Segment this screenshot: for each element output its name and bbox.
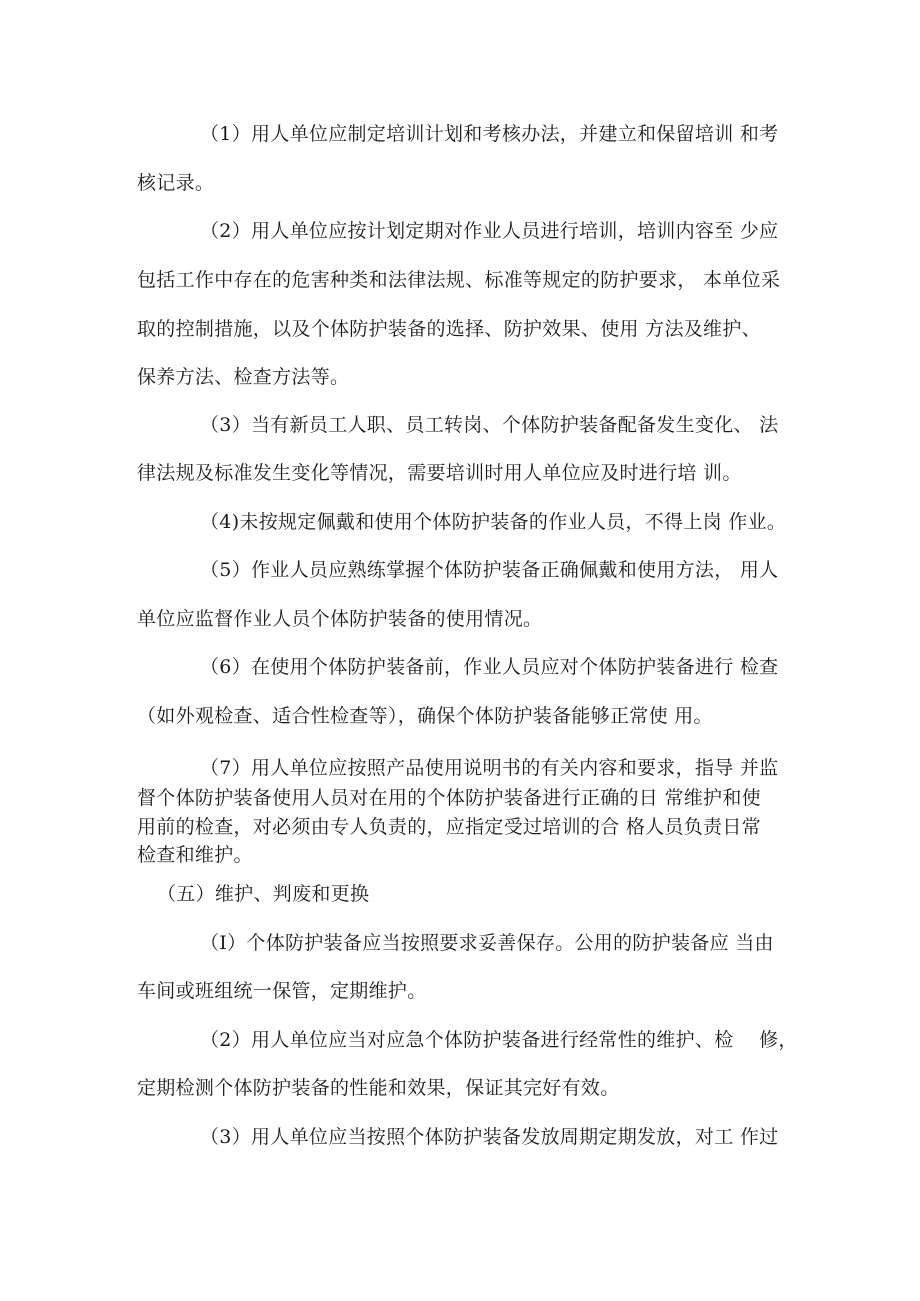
paragraph-7-line-3: 用前的检查，对必须由专人负责的，应指定受过培训的合 格人员负责日常 — [137, 816, 761, 838]
paragraph-2-line-4: 保养方法、检查方法等。 — [137, 366, 350, 388]
paragraph-2-line-2: 包括工作中存在的危害种类和法律法规、标准等规定的防护要求， 本单位采 — [137, 269, 781, 291]
paragraph-7-line-2: 督个体防护装备使用人员对在用的个体防护装备进行正确的日 常维护和使 — [137, 787, 761, 809]
paragraph-1-line-2: 核记录。 — [137, 172, 215, 194]
paragraph-5-line-1: （5）作业人员应熟练掌握个体防护装备正确佩戴和使用方法， 用人 — [200, 559, 779, 581]
paragraph-6-line-2: （如外观检查、适合性检查等），确保个体防护装备能够正常使 用。 — [137, 705, 713, 727]
paragraph-2-line-3: 取的控制措施，以及个体防护装备的选择、防护效果、使用 方法及维护、 — [137, 318, 761, 340]
paragraph-1-line-1: （1）用人单位应制定培训计划和考核办法，并建立和保留培训 和考 — [200, 123, 779, 145]
paragraph-4-line-1: （4)未按规定佩戴和使用个体防护装备的作业人员，不得上岗 作业。 — [200, 511, 787, 533]
paragraph-9-line-1: （2）用人单位应当对应急个体防护装备进行经常性的维护、检 修， — [200, 1029, 798, 1051]
paragraph-8-line-2: 车间或班组统一保管，定期维护。 — [137, 980, 427, 1002]
paragraph-7-line-1: （7）用人单位应按照产品使用说明书的有关内容和要求，指导 并监 — [200, 757, 779, 779]
paragraph-10-line-1: （3）用人单位应当按照个体防护装备发放周期定期发放，对工 作过 — [200, 1126, 779, 1148]
paragraph-7-line-4: 检查和维护。 — [137, 844, 253, 866]
paragraph-3-line-1: （3）当有新员工人职、员工转岗、个体防护装备配备发生变化、 法 — [200, 414, 779, 436]
paragraph-6-line-1: （6）在使用个体防护装备前，作业人员应对个体防护装备进行 检查 — [200, 656, 779, 678]
paragraph-9-line-2: 定期检测个体防护装备的性能和效果，保证其完好有效。 — [137, 1077, 620, 1099]
paragraph-5-line-2: 单位应监督作业人员个体防护装备的使用情况。 — [137, 608, 543, 630]
paragraph-8-line-1: （I）个体防护装备应当按照要求妥善保存。公用的防护装备应 当由 — [200, 932, 774, 954]
paragraph-3-line-2: 律法规及标准发生变化等情况，需要培训时用人单位应及时进行培 训。 — [137, 462, 742, 484]
section-heading: （五）维护、判废和更换 — [157, 883, 370, 905]
paragraph-2-line-1: （2）用人单位应按计划定期对作业人员进行培训，培训内容至 少应 — [200, 220, 779, 242]
